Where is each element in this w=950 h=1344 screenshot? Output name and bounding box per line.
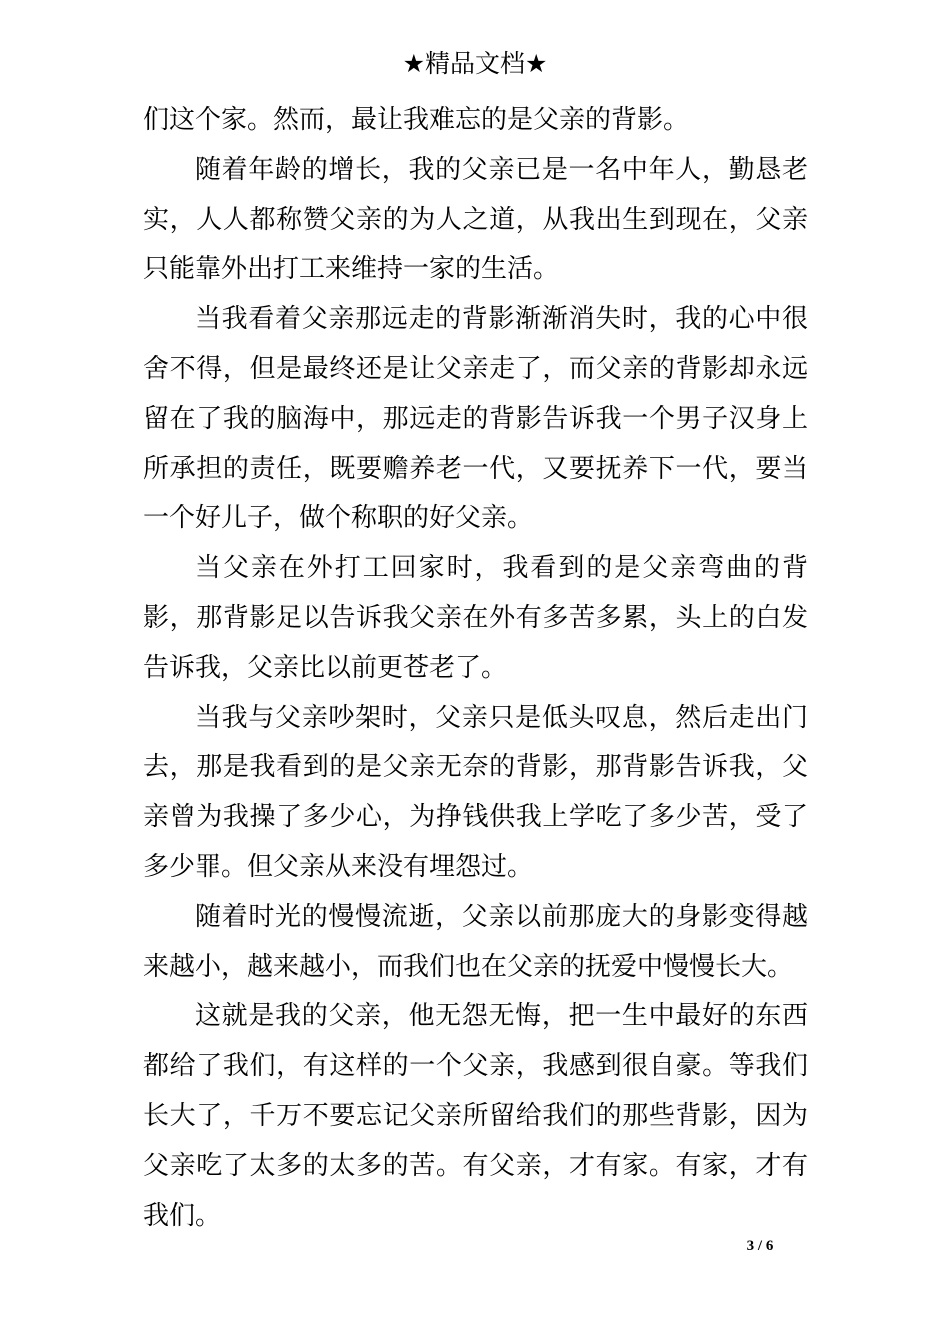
page-header (0, 44, 950, 84)
paragraph-6: 随着时光的慢慢流逝，父亲以前那庞大的身影变得越来越小，越来越小，而我们也在父亲的抚爱中慢慢长大。 (143, 901, 808, 982)
paragraph-1: 们这个家。然而，最让我难忘的是父亲的背影。 (143, 105, 690, 135)
paragraph-5: 当我与父亲吵架时，父亲只是低头叹息，然后走出门去，那是我看到的是父亲无奈的背影，那背影告诉我，父亲曾为我操了多少心，为挣钱供我上学吃了多少苦，受了多少罪。但父亲从来没有埋怨过。 (143, 702, 808, 882)
document-body (143, 96, 808, 1241)
paragraph-7: 这就是我的父亲，他无怨无悔，把一生中最好的东西都给了我们，有这样的一个父亲，我感到很自豪。等我们长大了，千万不要忘记父亲所留给我们的那些背影，因为父亲吃了太多的太多的苦。有父亲，才有家。有家，才有我们。 (143, 1001, 808, 1231)
paragraph-3: 当我看着父亲那远走的背影渐渐消失时，我的心中很舍不得，但是最终还是让父亲走了，而父亲的背影却永远留在了我的脑海中，那远走的背影告诉我一个男子汉身上所承担的责任，既要赡养老一代，又要抚养下一代，要当一个好儿子，做个称职的好父亲。 (143, 304, 808, 534)
page-number: 3 / 6 (746, 1238, 774, 1254)
paragraph-4: 当父亲在外打工回家时，我看到的是父亲弯曲的背影，那背影足以告诉我父亲在外有多苦多累，头上的白发告诉我，父亲比以前更苍老了。 (143, 553, 808, 683)
paragraph-2: 随着年龄的增长，我的父亲已是一名中年人，勤恳老实，人人都称赞父亲的为人之道，从我出生到现在，父亲只能靠外出打工来维持一家的生活。 (143, 154, 808, 285)
header-title: ★精品文档★ (402, 49, 548, 78)
